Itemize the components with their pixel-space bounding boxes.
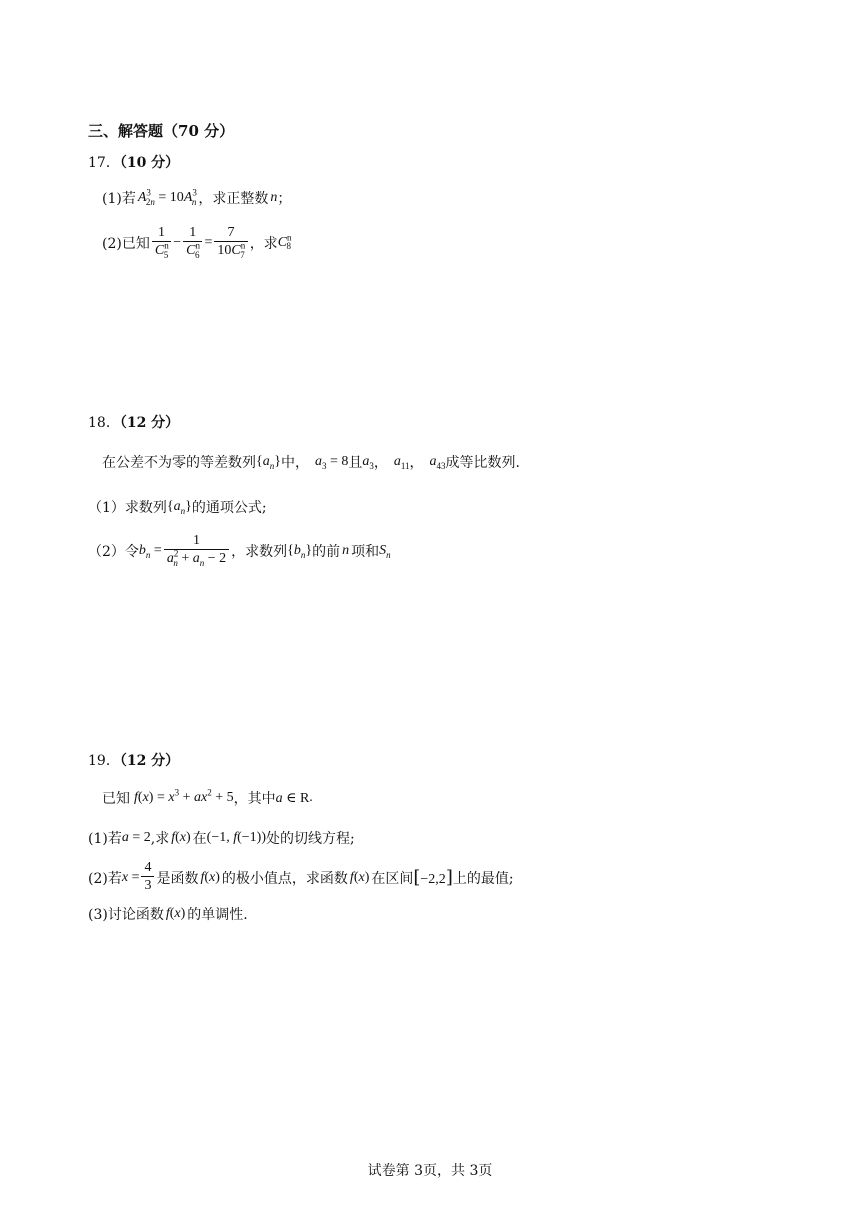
- question-score: （10 分）: [119, 155, 180, 171]
- stem-text: ，其中: [233, 791, 276, 807]
- math-expression: f(x): [349, 869, 370, 885]
- question-score: （12 分）: [119, 753, 180, 769]
- part-text: 的通项公式;: [191, 500, 267, 516]
- question-number: 17．: [88, 155, 120, 171]
- stem-text: 中，: [280, 455, 309, 471]
- part-text: 的前: [312, 543, 341, 560]
- section-title: 三、解答题（70 分）: [88, 122, 235, 140]
- part-text: 的极小值点，求函数: [221, 870, 348, 887]
- question-19-header: [88, 750, 179, 770]
- question-19-part-1: [88, 828, 355, 848]
- page-footer: 试卷第 3页，共 3页: [367, 1163, 493, 1179]
- question-17-part-1: [102, 188, 291, 208]
- math-var: n: [270, 190, 278, 205]
- math-expression: (−1, f(−1)): [206, 830, 266, 845]
- math-expression: $a_{11}$: [393, 454, 410, 471]
- part-text: 在区间: [371, 870, 414, 887]
- fraction: $\frac{1}{C^n_6}$: [183, 225, 202, 260]
- part-label: （2）令: [88, 543, 139, 560]
- fraction: $\frac{4}{3}$: [141, 860, 154, 895]
- math-expression: $a_{43}$: [429, 454, 446, 471]
- math-expression: f(x): [165, 906, 186, 921]
- math-expression: $\{b_n\}$: [287, 542, 313, 560]
- fraction: $\frac{7}{10C^n_7}$: [214, 225, 247, 260]
- part-text: 是函数: [156, 870, 199, 887]
- stem-text: 成等比数列.: [445, 455, 520, 471]
- math-expression: $a_3$: [362, 454, 374, 471]
- part-text: 处的切线方程;: [266, 831, 355, 847]
- part-text: ,求: [150, 831, 170, 847]
- question-17-part-2: (2)已知 $\frac{1}{C^n_5}$ − $\frac{1}{C^n_6}$ = $\frac{7}{10C^n_7}$ ，求 $C^n_8$: [102, 225, 292, 260]
- part-text: 的单调性.: [187, 907, 248, 923]
- question-18-part-2: [88, 533, 391, 568]
- part-text: 上的最值;: [452, 870, 514, 887]
- math-expression: $f(x) = x^3 + ax^2 + 5$: [134, 787, 234, 805]
- part-label: (2)已知: [102, 235, 150, 252]
- part-text: ，求: [249, 235, 278, 252]
- math-expression: a = 2: [121, 830, 151, 845]
- part-label: (2)若: [88, 870, 122, 887]
- part-text: ，求正整数: [198, 191, 269, 207]
- math-expression: f(x): [200, 869, 220, 885]
- question-17-header: [88, 152, 179, 172]
- part-text: 在: [192, 831, 207, 847]
- question-number: 18．: [88, 415, 120, 431]
- part-label: (3)讨论函数: [88, 907, 164, 923]
- part-label: (1)若: [88, 831, 122, 847]
- math-expression: $a_3 = 8$: [314, 454, 349, 471]
- part-label: (1)若: [102, 191, 136, 207]
- math-expression: $b_n$ =: [138, 542, 162, 560]
- math-expression: f(x): [171, 830, 191, 845]
- stem-text: 已知: [102, 791, 130, 807]
- part-text: ，求数列: [231, 543, 288, 560]
- math-expression: [−2,2]: [413, 867, 453, 888]
- math-expression: x =: [121, 869, 140, 885]
- part-text: 项和: [351, 543, 380, 560]
- question-19-part-3: [88, 904, 248, 924]
- math-expression: a ∈ R: [275, 790, 310, 806]
- question-18-stem: 在公差不为零的等差数列 $\{a_n\}$ 中， $a_3 = 8$ 且 $a_3$ ， $a_{11}$ ， $a_{43}$ 成等比数列.: [102, 454, 520, 471]
- question-19-stem: 已知 $f(x) = x^3 + ax^2 + 5$ ，其中 a ∈ R .: [102, 787, 313, 807]
- math-expression: $S_n$: [379, 542, 391, 560]
- question-18-part-1: [88, 497, 267, 517]
- question-18-header: [88, 412, 179, 432]
- math-expression: $\{a_n\}$: [256, 454, 281, 471]
- math-expression: $A^3_{2n} = 10A^3_n$: [137, 187, 197, 207]
- question-19-part-2: [88, 860, 514, 895]
- fraction: $\frac{1}{a^2_n + a_n - 2}$: [164, 533, 229, 568]
- fraction: $\frac{1}{C^n_5}$: [152, 225, 171, 260]
- stem-text: 且: [348, 455, 363, 471]
- math-expression: $C^n_8$: [277, 231, 292, 252]
- part-text: ；: [277, 191, 292, 207]
- math-var: n: [342, 542, 350, 558]
- stem-text: 在公差不为零的等差数列: [102, 455, 256, 471]
- question-number: 19．: [88, 753, 120, 769]
- math-expression: $\{a_n\}$: [166, 499, 192, 516]
- question-score: （12 分）: [119, 415, 180, 431]
- part-label: （1）求数列: [88, 500, 167, 516]
